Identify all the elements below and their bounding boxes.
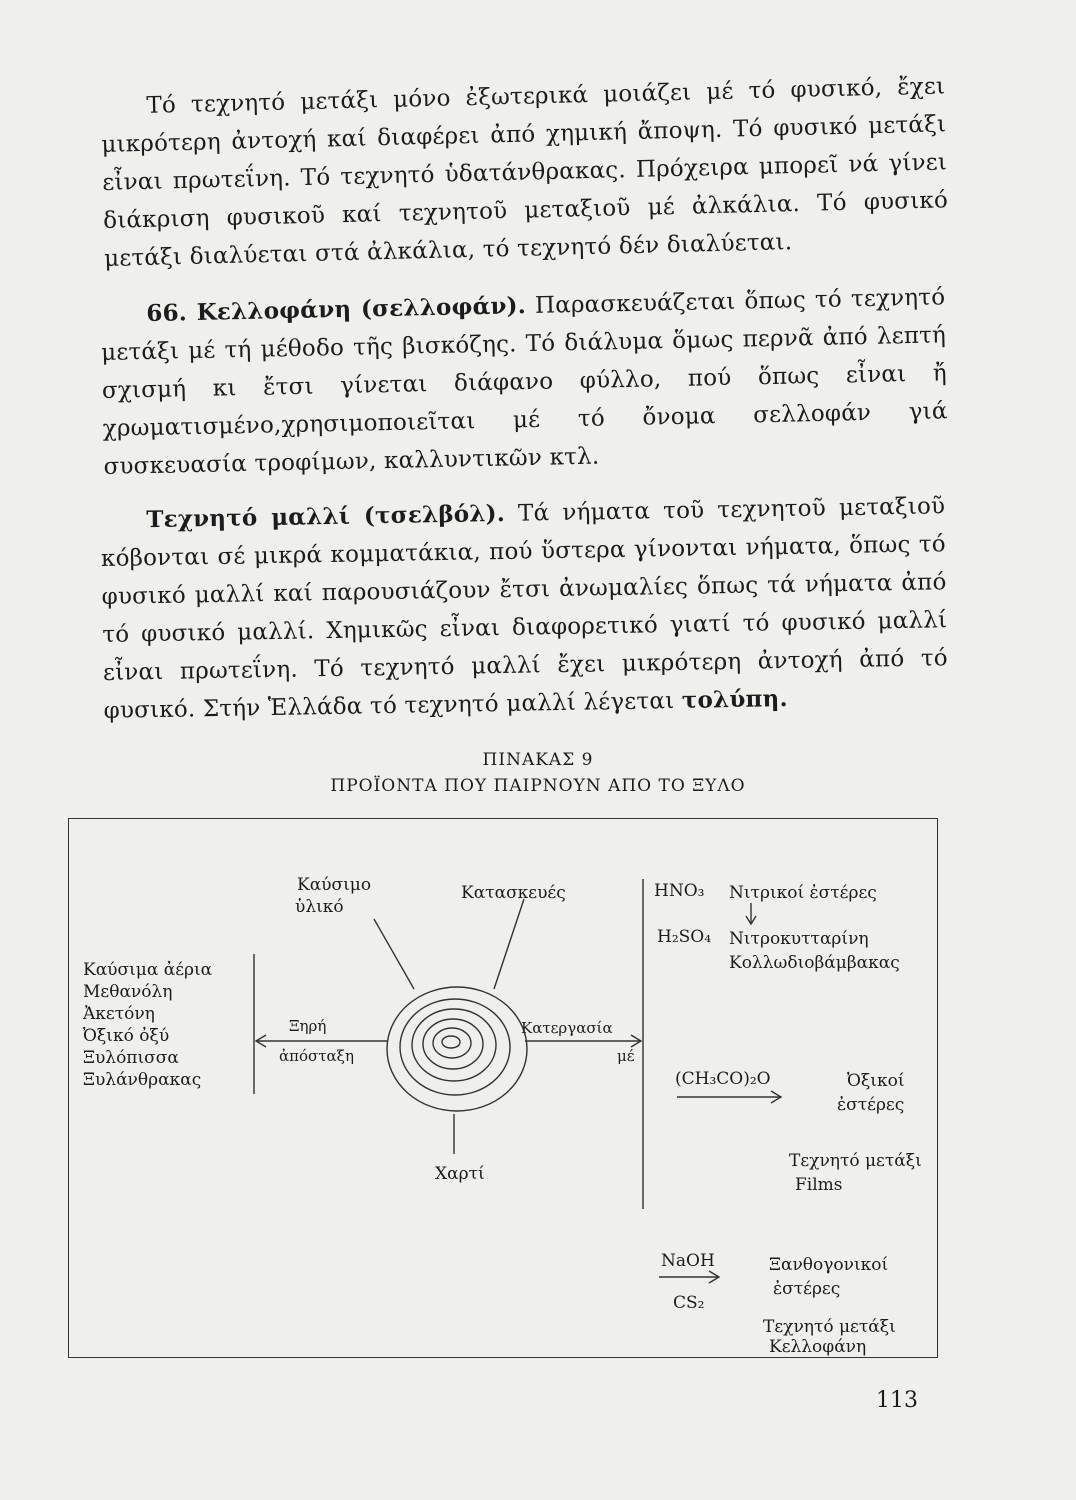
label-xanthate: Ξανθογονικοί: [769, 1255, 889, 1275]
label-nitric-esters: Νιτρικοί ἐστέρες: [729, 883, 877, 903]
emphasis-term: τολύπη.: [681, 685, 788, 714]
table-title: ΠΡΟΪΟΝΤΑ ΠΟΥ ΠΑΙΡΝΟΥΝ ΑΠΟ ΤΟ ΞΥΛΟ: [330, 776, 746, 796]
label-paper: Χαρτί: [435, 1164, 485, 1184]
list-item: Μεθανόλη: [83, 982, 173, 1002]
list-item: Ξυλάνθρακας: [83, 1070, 202, 1090]
label-rayon-films: Τεχνητό μετάξι: [789, 1151, 922, 1171]
paragraph-artificial-wool: [100, 487, 949, 730]
list-item: Ὀξικό ὀξύ: [83, 1026, 170, 1046]
label-rayon-cellophane: Τεχνητό μετάξι: [763, 1317, 896, 1337]
label-fuel-material: Καύσιμο: [297, 875, 372, 895]
section-heading: Τεχνητό μαλλί (τσελβόλ).: [146, 499, 506, 534]
label-dry-distillation: Ξηρή: [289, 1017, 327, 1035]
wood-products-diagram: [68, 818, 938, 1358]
paragraph-text: Τό τεχνητό μετάξι μόνο ἐξωτερικά μοιάζει μέ τό φυσικό, ἔχει μικρότερη ἀντοχή καί διαφέρει ἀπό χημική ἄποψη. Τό φυσικό μετάξι εἶναι πρωτεΐνη. Τό τεχνητό ὑδατάνθρακας. Πρόχειρα μπορεῖ νά γίνει διάκριση φυσικοῦ καί τεχνητοῦ μεταξιοῦ μέ ἀλκάλια. Τό φυσικό μετάξι διαλύεται στά ἀλκάλια, τό τεχνητό δέν διαλύεται.: [101, 73, 949, 272]
label-collodion: Κολλωδιοβάμβακας: [729, 953, 900, 973]
wood-log-icon: [387, 987, 527, 1111]
list-item: Καύσιμα ἀέρια: [83, 960, 213, 980]
label-nitrocellulose: Νιτροκυτταρίνη: [729, 929, 869, 949]
label-fuel-material-2: ὑλικό: [295, 897, 344, 917]
label-acetic-esters: Ὀξικοί: [847, 1071, 905, 1091]
label-processing-with: μέ: [617, 1047, 635, 1065]
label-cs2: CS₂: [673, 1293, 705, 1313]
paragraph-cellophane: [100, 278, 949, 486]
label-hno3: HNO₃: [654, 881, 705, 901]
indent: [101, 321, 147, 322]
label-rayon-films-2: Films: [795, 1175, 843, 1195]
label-xanthate-2: ἐστέρες: [773, 1279, 841, 1299]
label-processing: Κατεργασία: [521, 1019, 613, 1037]
dry-distillation-products: [83, 959, 212, 1091]
paragraph-text: Παρασκευάζεται ὅπως τό τεχνητό μετάξι μέ τή μέθοδο τῆς βισκόζης. Τό διάλυμα ὅμως περνᾶ ἀπό λεπτή σχισμή κι ἔτσι γίνεται διάφανο φύλλο, πού ὅπως εἶναι ἤ χρωματισμένο,χρησιμοποιεῖται μέ τό ὄνομα σελλοφάν γιά συσκευασία τροφίμων, καλλυντικῶν κτλ.: [100, 284, 948, 480]
label-constructions: Κατασκευές: [461, 883, 566, 903]
label-dry-distillation-2: ἀπόσταξη: [279, 1047, 354, 1065]
indent: [101, 113, 147, 114]
paragraph-text: Τά νήματα τοῦ τεχνητοῦ μεταξιοῦ κόβονται σέ μικρά κομματάκια, πού ὕστερα γίνονται νήματα, ὅπως τό φυσικό μαλλί καί παρουσιάζουν ἔτσι ἀνωμαλίες ὅπως τά νήματα ἀπό τό φυσικό μαλλί. Χημικῶς εἶναι διαφορετικό γιατί τό φυσικό μαλλί εἶναι πρωτεΐνη. Τό τεχνητό μαλλί ἔχει μικρότερη ἀντοχή ἀπό τό φυσικό. Στήν Ἑλλάδα τό τεχνητό μαλλί λέγεται: [100, 493, 949, 724]
list-item: Ξυλόπισσα: [83, 1048, 179, 1068]
label-naoh: NaOH: [661, 1251, 715, 1271]
indent: [100, 527, 146, 528]
list-item: Ἀκετόνη: [83, 1004, 155, 1024]
page-number: 113: [876, 1388, 918, 1413]
label-acetic-anhydride: (CH₃CO)₂O: [675, 1069, 771, 1089]
label-rayon-cellophane-2: Κελλοφάνη: [769, 1337, 867, 1357]
paragraph-artificial-silk: [100, 67, 949, 278]
table-number: ΠΙΝΑΚΑΣ 9: [482, 750, 594, 770]
label-h2so4: H₂SO₄: [657, 927, 712, 947]
section-heading: 66. Κελλοφάνη (σελλοφάν).: [146, 292, 527, 328]
label-acetic-esters-2: ἐστέρες: [837, 1095, 905, 1115]
